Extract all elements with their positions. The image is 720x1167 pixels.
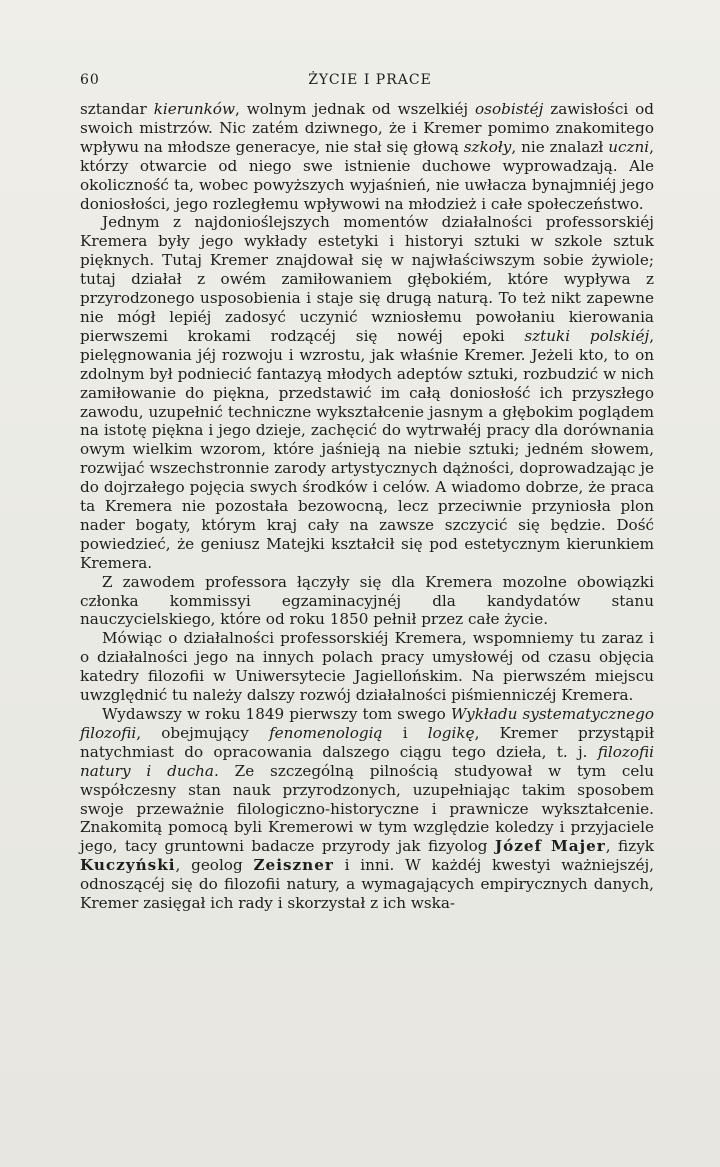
text-run: , którzy otwarcie od niego swe istnienie duchowe wyprowadzają. Ale okoliczność ta, wobec powyższych wyjaśnień, nie uwłacza bynajmniéj jego doniosłości, jego rozległemu wpływowi na młodzież i całe społeczeństwo.	[80, 137, 654, 213]
paragraph	[80, 213, 654, 572]
text-run: Wydawszy w roku 1849 pierwszy tom swego	[102, 705, 451, 723]
text-run: , geolog	[175, 856, 254, 875]
italic-text: uczni	[608, 137, 650, 156]
italic-text: logikę	[427, 723, 475, 742]
italic-text: filozofii natury i ducha	[80, 742, 654, 780]
text-run: , obejmujący	[136, 723, 270, 742]
paragraph	[80, 100, 654, 213]
text-run: zawisłości od swoich mistrzów. Nic zatém dziwnego, że i Kremer pomimo znakomitego wpływu na młodsze generacye, nie stał się głową	[80, 100, 654, 156]
running-head: ŻYCIE I PRACE	[308, 72, 432, 88]
body-text	[80, 100, 654, 913]
page-header	[80, 72, 660, 96]
text-run: sztandar	[80, 100, 154, 118]
text-run: , Kremer przystąpił natychmiast do opracowania dalszego ciągu tego dzieła, t. j.	[80, 723, 655, 761]
spaced-name: Józef Majer	[494, 837, 606, 856]
page-number: 60	[80, 72, 100, 88]
italic-text: fenomenologią	[269, 723, 383, 742]
italic-text: szkoły	[463, 137, 512, 156]
paragraph	[80, 573, 654, 630]
text-run: Mówiąc o działalności professorskiéj Kremera, wspomniemy tu zaraz i o działalności jego na innych polach pracy umysłowéj od czasu objęcia katedry filozofii w Uniwersytecie Jagiellońskim. Na pierwszém miejscu uwzględnić tu należy dalszy rozwój działalności piśmienniczéj Kremera.	[80, 629, 654, 705]
paragraph	[80, 629, 654, 705]
text-run: , wolnym jednak od wszelkiéj	[234, 100, 476, 118]
text-run: i	[382, 723, 428, 742]
text-run: i inni. W każdéj kwestyi ważniejszéj, odnoszącéj się do filozofii natury, a wymagających empirycznych danych, Kremer zasięgał ich rady i skorzystał z ich wska-	[80, 856, 654, 913]
text-run: , fizyk	[605, 837, 654, 856]
italic-text: kierunków	[153, 100, 235, 118]
paragraph	[80, 705, 654, 913]
spaced-name: Zeiszner	[253, 856, 334, 875]
italic-text: osobistéj	[475, 100, 544, 118]
text-run: Jednym z najdonioślejszych momentów działalności professorskiéj Kremera były jego wykłady estetyki i historyi sztuki w szkole sztuk pięknych. Tutaj Kremer znajdował się w najwłaściwszym sobie żywiole; tutaj działał z owém zamiłowaniem głębokiém, które wypływa z przyrodzonego usposobienia i staje się drugą naturą. To też nikt zapewne nie mógł lepiéj zadosyć uczynić wzniosłemu powołaniu kierowania pierwszemi krokami rodzącéj się nowéj epoki	[80, 213, 654, 345]
text-run: . Ze szczególną pilnością studyował w tym celu współczesny stan nauk przyrodzonych, uzupełniając takim sposobem swoje przeważnie filologiczno-historyczne i prawnicze wykształcenie. Znakomitą pomocą byli Kremerowi w tym względzie koledzy i przyjaciele jego, tacy gruntowni badacze przyrody jak fizyolog	[80, 761, 655, 856]
spaced-name: Kuczyński	[80, 856, 176, 875]
text-run: , pielęgnowania jéj rozwoju i wzrostu, jak właśnie Kremer. Jeżeli kto, to on zdolnym był podniecić fantazyą młodych adeptów sztuki, rozbudzić w nich zamiłowanie do piękna, przedstawić im całą doniosłość ich przyszłego zawodu, uzupełnić techniczne wykształcenie jasnym a głębokim poglądem na istotę piękna i jego dzieje, zachęcić do wytrwałéj pracy dla dorównania owym wielkim wzorom, które jaśnieją na niebie sztuki; jedném słowem, rozwijać wszechstronnie zarody artystycznych dążności, doprowadzając je do dojrzałego pojęcia swych środków i celów. A wiadomo dobrze, że praca ta Kremera nie pozostała bezowocną, lecz przeciwnie przyniosła plon nader bogaty, którym kraj cały na zawsze szczycić się będzie. Dość powiedzieć, że geniusz Matejki kształcił się pod estetycznym kierunkiem Kremera.	[80, 326, 655, 572]
text-run: , nie znalazł	[511, 137, 609, 156]
italic-text: Wykładu systematycznego filozofii	[80, 705, 654, 742]
italic-text: sztuki polskiéj	[524, 326, 650, 345]
text-run: Z zawodem professora łączyły się dla Kremera mozolne obowiązki członka kommissyi egzaminacyjnéj dla kandydatów stanu nauczycielskiego, które od roku 1850 pełnił przez całe życie.	[80, 572, 654, 629]
